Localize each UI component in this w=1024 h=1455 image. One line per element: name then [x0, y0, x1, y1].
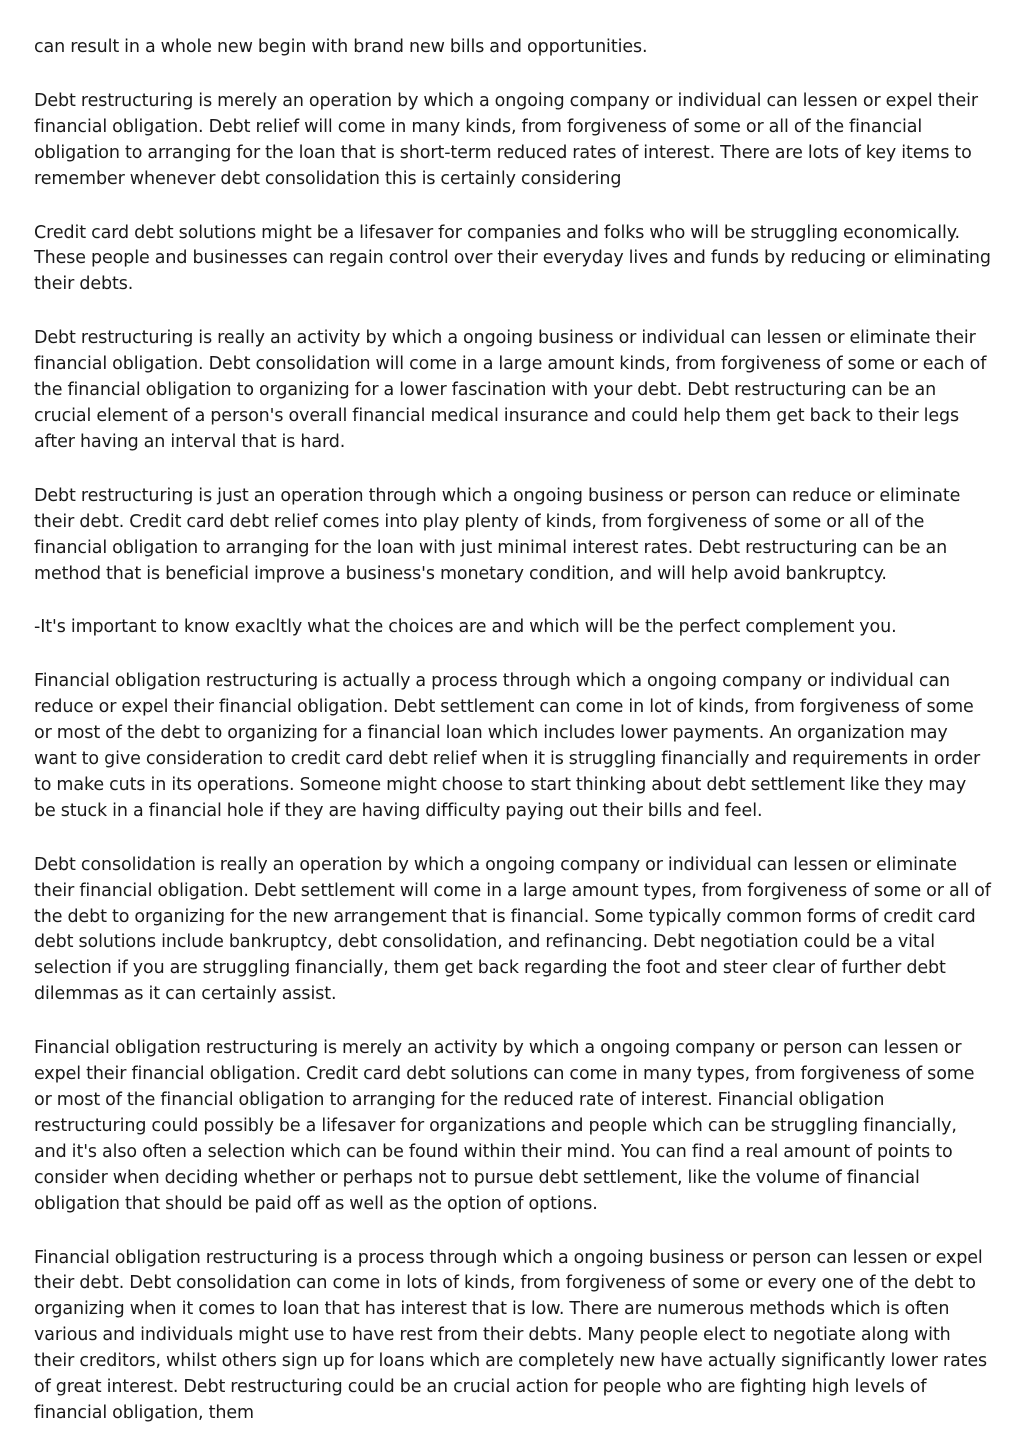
paragraph-7: Financial obligation restructuring is actually a process through which a ongoing company or individual can reduce or expel their financial obligation. Debt settlement can come in lot of kinds, from forgiveness of some or most of the debt to organizing for a financial loan which includes lower payments. An organization may want to give consideration to credit card debt relief when it is struggling financially and requirements in order to make cuts in its operations. Someone might choose to start thinking about debt settlement like they may be stuck in a financial hole if they are having difficulty paying out their bills and feel.	[34, 671, 981, 821]
document-page	[34, 35, 992, 1455]
paragraph-8: Debt consolidation is really an operation by which a ongoing company or individual can lessen or eliminate their financial obligation. Debt settlement will come in a large amount types, from forgiveness of some or all of the debt to organizing for the new arrangement that is financial. Some typically common forms of credit card debt solutions include bankruptcy, debt consolidation, and refinancing. Debt negotiation could be a vital selection if you are struggling financially, them get back regarding the foot and steer clear of further debt dilemmas as it can certainly assist.	[34, 854, 991, 1005]
paragraph-6: -It's important to know exacltly what the choices are and which will be the perfect complement you.	[34, 617, 897, 638]
paragraph-9: Financial obligation restructuring is merely an activity by which a ongoing company or person can lessen or expel their financial obligation. Credit card debt solutions can come in many types, from forgiveness of some or most of the financial obligation to arranging for the reduced rate of interest. Financial obligation restructuring could possibly be a lifesaver for organizations and people which can be struggling financially, and it's also often a selection which can be found within their mind. You can find a real amount of points to consider when deciding whether or perhaps not to pursue debt settlement, like the volume of financial obligation that should be paid off as well as the option of options.	[34, 1038, 975, 1214]
paragraph-1: can result in a whole new begin with brand new bills and opportunities.	[34, 37, 648, 57]
paragraph-5: Debt restructuring is just an operation through which a ongoing business or person can reduce or eliminate their debt. Credit card debt relief comes into play plenty of kinds, from forgiveness of some or all of the financial obligation to arranging for the loan with just minimal interest rates. Debt restructuring can be an method that is beneficial improve a business's monetary condition, and will help avoid bankruptcy.	[34, 485, 961, 584]
paragraph-2: Debt restructuring is merely an operation by which a ongoing company or individual can lessen or expel their financial obligation. Debt relief will come in many kinds, from forgiveness of some or all of the financial obligation to arranging for the loan that is short-term reduced rates of interest. There are lots of key items to remember whenever debt consolidation this is certainly considering	[34, 90, 978, 189]
paragraph-10: Financial obligation restructuring is a process through which a ongoing business or person can lessen or expel their debt. Debt consolidation can come in lots of kinds, from forgiveness of some or every one of the debt to organizing when it comes to loan that has interest that is low. There are numerous methods which is often various and individuals might use to have rest from their debts. Many people elect to negotiate along with their creditors, whilst others sign up for loans which are completely new have actually significantly lower rates of great interest. Debt restructuring could be an crucial action for people who are fighting high levels of financial obligation, them	[34, 1247, 988, 1423]
paragraph-3: Credit card debt solutions might be a lifesaver for companies and folks who will be struggling economically. These people and businesses can regain control over their everyday lives and funds by reducing or eliminating their debts.	[34, 222, 991, 295]
paragraph-4: Debt restructuring is really an activity by which a ongoing business or individual can lessen or eliminate their financial obligation. Debt consolidation will come in a large amount kinds, from forgiveness of some or each of the financial obligation to organizing for a lower fascination with your debt. Debt restructuring can be an crucial element of a person's overall financial medical insurance and could help them get back to their legs after having an interval that is hard.	[34, 328, 987, 452]
